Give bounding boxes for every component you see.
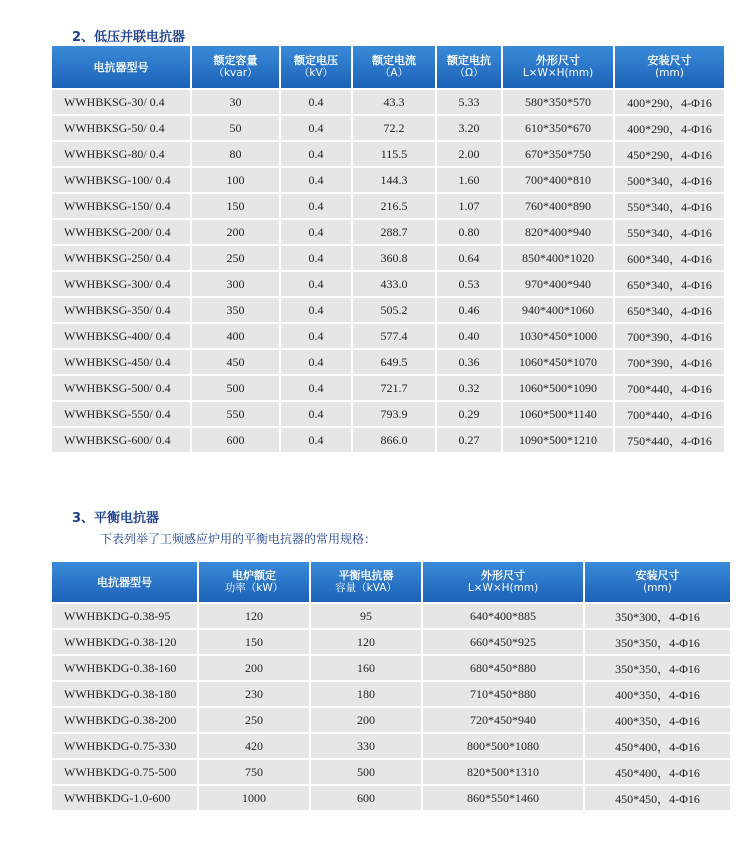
cell-capacity: 300 (192, 272, 279, 296)
cell-reactance: 0.80 (437, 220, 501, 244)
cell-capacity: 500 (192, 376, 279, 400)
table-row (52, 604, 730, 628)
cell-capacity: 100 (192, 168, 279, 192)
table-row (52, 90, 724, 114)
cell-mounting: 350*350，4-Φ16 (585, 656, 730, 680)
header-dimensions: 外形尺寸 L×W×H(mm) (423, 562, 583, 602)
cell-reactance: 0.53 (437, 272, 501, 296)
cell-reactance: 0.64 (437, 246, 501, 270)
table-row (52, 116, 724, 140)
cell-power: 200 (199, 656, 309, 680)
cell-capacity: 450 (192, 350, 279, 374)
cell-power: 230 (199, 682, 309, 706)
cell-voltage: 0.4 (281, 324, 351, 348)
cell-dimensions: 820*400*940 (503, 220, 613, 244)
header-rated-reactance: 额定电抗 （Ω） (437, 46, 501, 88)
cell-dimensions: 1090*500*1210 (503, 428, 613, 452)
cell-model: WWHBKSG-150/ 0.4 (52, 194, 190, 218)
table-row (52, 298, 724, 322)
table-row (52, 194, 724, 218)
cell-dimensions: 940*400*1060 (503, 298, 613, 322)
cell-dimensions: 1030*450*1000 (503, 324, 613, 348)
cell-model: WWHBKSG-500/ 0.4 (52, 376, 190, 400)
cell-model: WWHBKDG-0.38-95 (52, 604, 197, 628)
cell-current: 721.7 (353, 376, 435, 400)
cell-mounting: 400*350，4-Φ16 (585, 708, 730, 732)
cell-capacity: 200 (192, 220, 279, 244)
section-intro: 下表列举了工频感应炉用的平衡电抗器的常用规格： (100, 532, 377, 546)
table-row (52, 168, 724, 192)
cell-power: 120 (199, 604, 309, 628)
section-title-balance-reactor: 3、平衡电抗器 (72, 511, 160, 526)
cell-mounting: 650*340，4-Φ16 (615, 298, 724, 322)
cell-capacity: 160 (311, 656, 421, 680)
cell-current: 72.2 (353, 116, 435, 140)
cell-model: WWHBKDG-0.38-180 (52, 682, 197, 706)
table-row (52, 734, 730, 758)
header-reactor-capacity: 平衡电抗器 容量（kVA） (311, 562, 421, 602)
cell-voltage: 0.4 (281, 220, 351, 244)
cell-model: WWHBKSG-200/ 0.4 (52, 220, 190, 244)
cell-voltage: 0.4 (281, 90, 351, 114)
header-rated-voltage: 额定电压 （kV） (281, 46, 351, 88)
cell-capacity: 120 (311, 630, 421, 654)
cell-capacity: 200 (311, 708, 421, 732)
cell-mounting: 450*290，4-Φ16 (615, 142, 724, 166)
header-model: 电抗器型号 (52, 46, 190, 88)
cell-reactance: 3.20 (437, 116, 501, 140)
cell-capacity: 150 (192, 194, 279, 218)
cell-current: 288.7 (353, 220, 435, 244)
cell-mounting: 650*340，4-Φ16 (615, 272, 724, 296)
cell-mounting: 400*290，4-Φ16 (615, 90, 724, 114)
cell-voltage: 0.4 (281, 194, 351, 218)
table-row (52, 428, 724, 452)
cell-mounting: 550*340，4-Φ16 (615, 220, 724, 244)
table-header-row (52, 562, 730, 602)
cell-voltage: 0.4 (281, 298, 351, 322)
cell-reactance: 0.27 (437, 428, 501, 452)
cell-model: WWHBKDG-0.38-160 (52, 656, 197, 680)
header-mounting-size: 安装尺寸 (mm) (585, 562, 730, 602)
table-header-row (52, 46, 724, 88)
cell-capacity: 80 (192, 142, 279, 166)
cell-model: WWHBKSG-550/ 0.4 (52, 402, 190, 426)
table-row (52, 220, 724, 244)
cell-reactance: 0.32 (437, 376, 501, 400)
cell-model: WWHBKDG-0.38-200 (52, 708, 197, 732)
cell-capacity: 500 (311, 760, 421, 784)
cell-reactance: 0.29 (437, 402, 501, 426)
cell-dimensions: 800*500*1080 (423, 734, 583, 758)
cell-current: 649.5 (353, 350, 435, 374)
header-furnace-power: 电炉额定 功率（kW） (199, 562, 309, 602)
cell-model: WWHBKSG-350/ 0.4 (52, 298, 190, 322)
cell-reactance: 0.46 (437, 298, 501, 322)
cell-reactance: 0.36 (437, 350, 501, 374)
cell-dimensions: 670*350*750 (503, 142, 613, 166)
table-row (52, 142, 724, 166)
header-dimensions: 外形尺寸 L×W×H(mm) (503, 46, 613, 88)
cell-dimensions: 610*350*670 (503, 116, 613, 140)
cell-model: WWHBKSG-600/ 0.4 (52, 428, 190, 452)
cell-mounting: 450*450，4-Φ16 (585, 786, 730, 810)
cell-mounting: 450*400，4-Φ16 (585, 734, 730, 758)
cell-voltage: 0.4 (281, 168, 351, 192)
table-row (52, 324, 724, 348)
cell-reactance: 0.40 (437, 324, 501, 348)
cell-capacity: 250 (192, 246, 279, 270)
balance-reactor-table (50, 560, 732, 812)
table-row (52, 656, 730, 680)
cell-dimensions: 700*400*810 (503, 168, 613, 192)
cell-dimensions: 850*400*1020 (503, 246, 613, 270)
cell-mounting: 550*340，4-Φ16 (615, 194, 724, 218)
cell-reactance: 5.33 (437, 90, 501, 114)
cell-mounting: 700*440，4-Φ16 (615, 402, 724, 426)
table-row (52, 708, 730, 732)
cell-dimensions: 680*450*880 (423, 656, 583, 680)
table-row (52, 376, 724, 400)
cell-model: WWHBKDG-0.38-120 (52, 630, 197, 654)
cell-current: 793.9 (353, 402, 435, 426)
cell-dimensions: 760*400*890 (503, 194, 613, 218)
cell-current: 216.5 (353, 194, 435, 218)
cell-dimensions: 640*400*885 (423, 604, 583, 628)
cell-mounting: 400*350，4-Φ16 (585, 682, 730, 706)
cell-voltage: 0.4 (281, 142, 351, 166)
table-row (52, 682, 730, 706)
cell-voltage: 0.4 (281, 116, 351, 140)
cell-capacity: 350 (192, 298, 279, 322)
cell-power: 750 (199, 760, 309, 784)
cell-dimensions: 1060*500*1140 (503, 402, 613, 426)
cell-dimensions: 710*450*880 (423, 682, 583, 706)
cell-power: 150 (199, 630, 309, 654)
cell-current: 505.2 (353, 298, 435, 322)
cell-reactance: 1.60 (437, 168, 501, 192)
cell-dimensions: 1060*500*1090 (503, 376, 613, 400)
cell-voltage: 0.4 (281, 376, 351, 400)
cell-dimensions: 580*350*570 (503, 90, 613, 114)
cell-reactance: 2.00 (437, 142, 501, 166)
cell-model: WWHBKSG-50/ 0.4 (52, 116, 190, 140)
cell-current: 433.0 (353, 272, 435, 296)
header-rated-current: 额定电流 （A） (353, 46, 435, 88)
cell-mounting: 350*300，4-Φ16 (585, 604, 730, 628)
cell-power: 1000 (199, 786, 309, 810)
cell-current: 144.3 (353, 168, 435, 192)
cell-capacity: 180 (311, 682, 421, 706)
cell-mounting: 700*390，4-Φ16 (615, 324, 724, 348)
cell-dimensions: 660*450*925 (423, 630, 583, 654)
cell-current: 360.8 (353, 246, 435, 270)
header-model: 电抗器型号 (52, 562, 197, 602)
cell-model: WWHBKDG-0.75-500 (52, 760, 197, 784)
cell-dimensions: 720*450*940 (423, 708, 583, 732)
cell-current: 866.0 (353, 428, 435, 452)
cell-capacity: 95 (311, 604, 421, 628)
cell-model: WWHBKSG-30/ 0.4 (52, 90, 190, 114)
cell-current: 115.5 (353, 142, 435, 166)
cell-model: WWHBKDG-1.0-600 (52, 786, 197, 810)
table-row (52, 350, 724, 374)
cell-model: WWHBKSG-80/ 0.4 (52, 142, 190, 166)
cell-mounting: 700*440，4-Φ16 (615, 376, 724, 400)
cell-mounting: 700*390，4-Φ16 (615, 350, 724, 374)
cell-current: 43.3 (353, 90, 435, 114)
cell-dimensions: 970*400*940 (503, 272, 613, 296)
cell-mounting: 600*340，4-Φ16 (615, 246, 724, 270)
cell-model: WWHBKSG-300/ 0.4 (52, 272, 190, 296)
cell-capacity: 600 (311, 786, 421, 810)
table-row (52, 786, 730, 810)
table-row (52, 760, 730, 784)
cell-model: WWHBKSG-400/ 0.4 (52, 324, 190, 348)
cell-dimensions: 820*500*1310 (423, 760, 583, 784)
cell-mounting: 750*440，4-Φ16 (615, 428, 724, 452)
cell-voltage: 0.4 (281, 246, 351, 270)
cell-reactance: 1.07 (437, 194, 501, 218)
cell-capacity: 30 (192, 90, 279, 114)
header-rated-capacity: 额定容量 （kvar） (192, 46, 279, 88)
table-row (52, 246, 724, 270)
table-row (52, 630, 730, 654)
cell-model: WWHBKSG-100/ 0.4 (52, 168, 190, 192)
cell-dimensions: 860*550*1460 (423, 786, 583, 810)
cell-model: WWHBKSG-250/ 0.4 (52, 246, 190, 270)
cell-current: 577.4 (353, 324, 435, 348)
cell-capacity: 600 (192, 428, 279, 452)
cell-mounting: 500*340，4-Φ16 (615, 168, 724, 192)
cell-voltage: 0.4 (281, 428, 351, 452)
cell-mounting: 450*400，4-Φ16 (585, 760, 730, 784)
cell-mounting: 400*290，4-Φ16 (615, 116, 724, 140)
cell-voltage: 0.4 (281, 272, 351, 296)
cell-voltage: 0.4 (281, 402, 351, 426)
cell-capacity: 550 (192, 402, 279, 426)
section-title-shunt-reactor: 2、低压并联电抗器 (72, 30, 186, 45)
cell-model: WWHBKDG-0.75-330 (52, 734, 197, 758)
cell-capacity: 330 (311, 734, 421, 758)
cell-voltage: 0.4 (281, 350, 351, 374)
cell-capacity: 50 (192, 116, 279, 140)
table-row (52, 402, 724, 426)
header-mounting-size: 安装尺寸 (mm) (615, 46, 724, 88)
table-row (52, 272, 724, 296)
cell-capacity: 400 (192, 324, 279, 348)
cell-dimensions: 1060*450*1070 (503, 350, 613, 374)
cell-mounting: 350*350，4-Φ16 (585, 630, 730, 654)
cell-power: 420 (199, 734, 309, 758)
cell-model: WWHBKSG-450/ 0.4 (52, 350, 190, 374)
shunt-reactor-table (50, 44, 726, 454)
cell-power: 250 (199, 708, 309, 732)
